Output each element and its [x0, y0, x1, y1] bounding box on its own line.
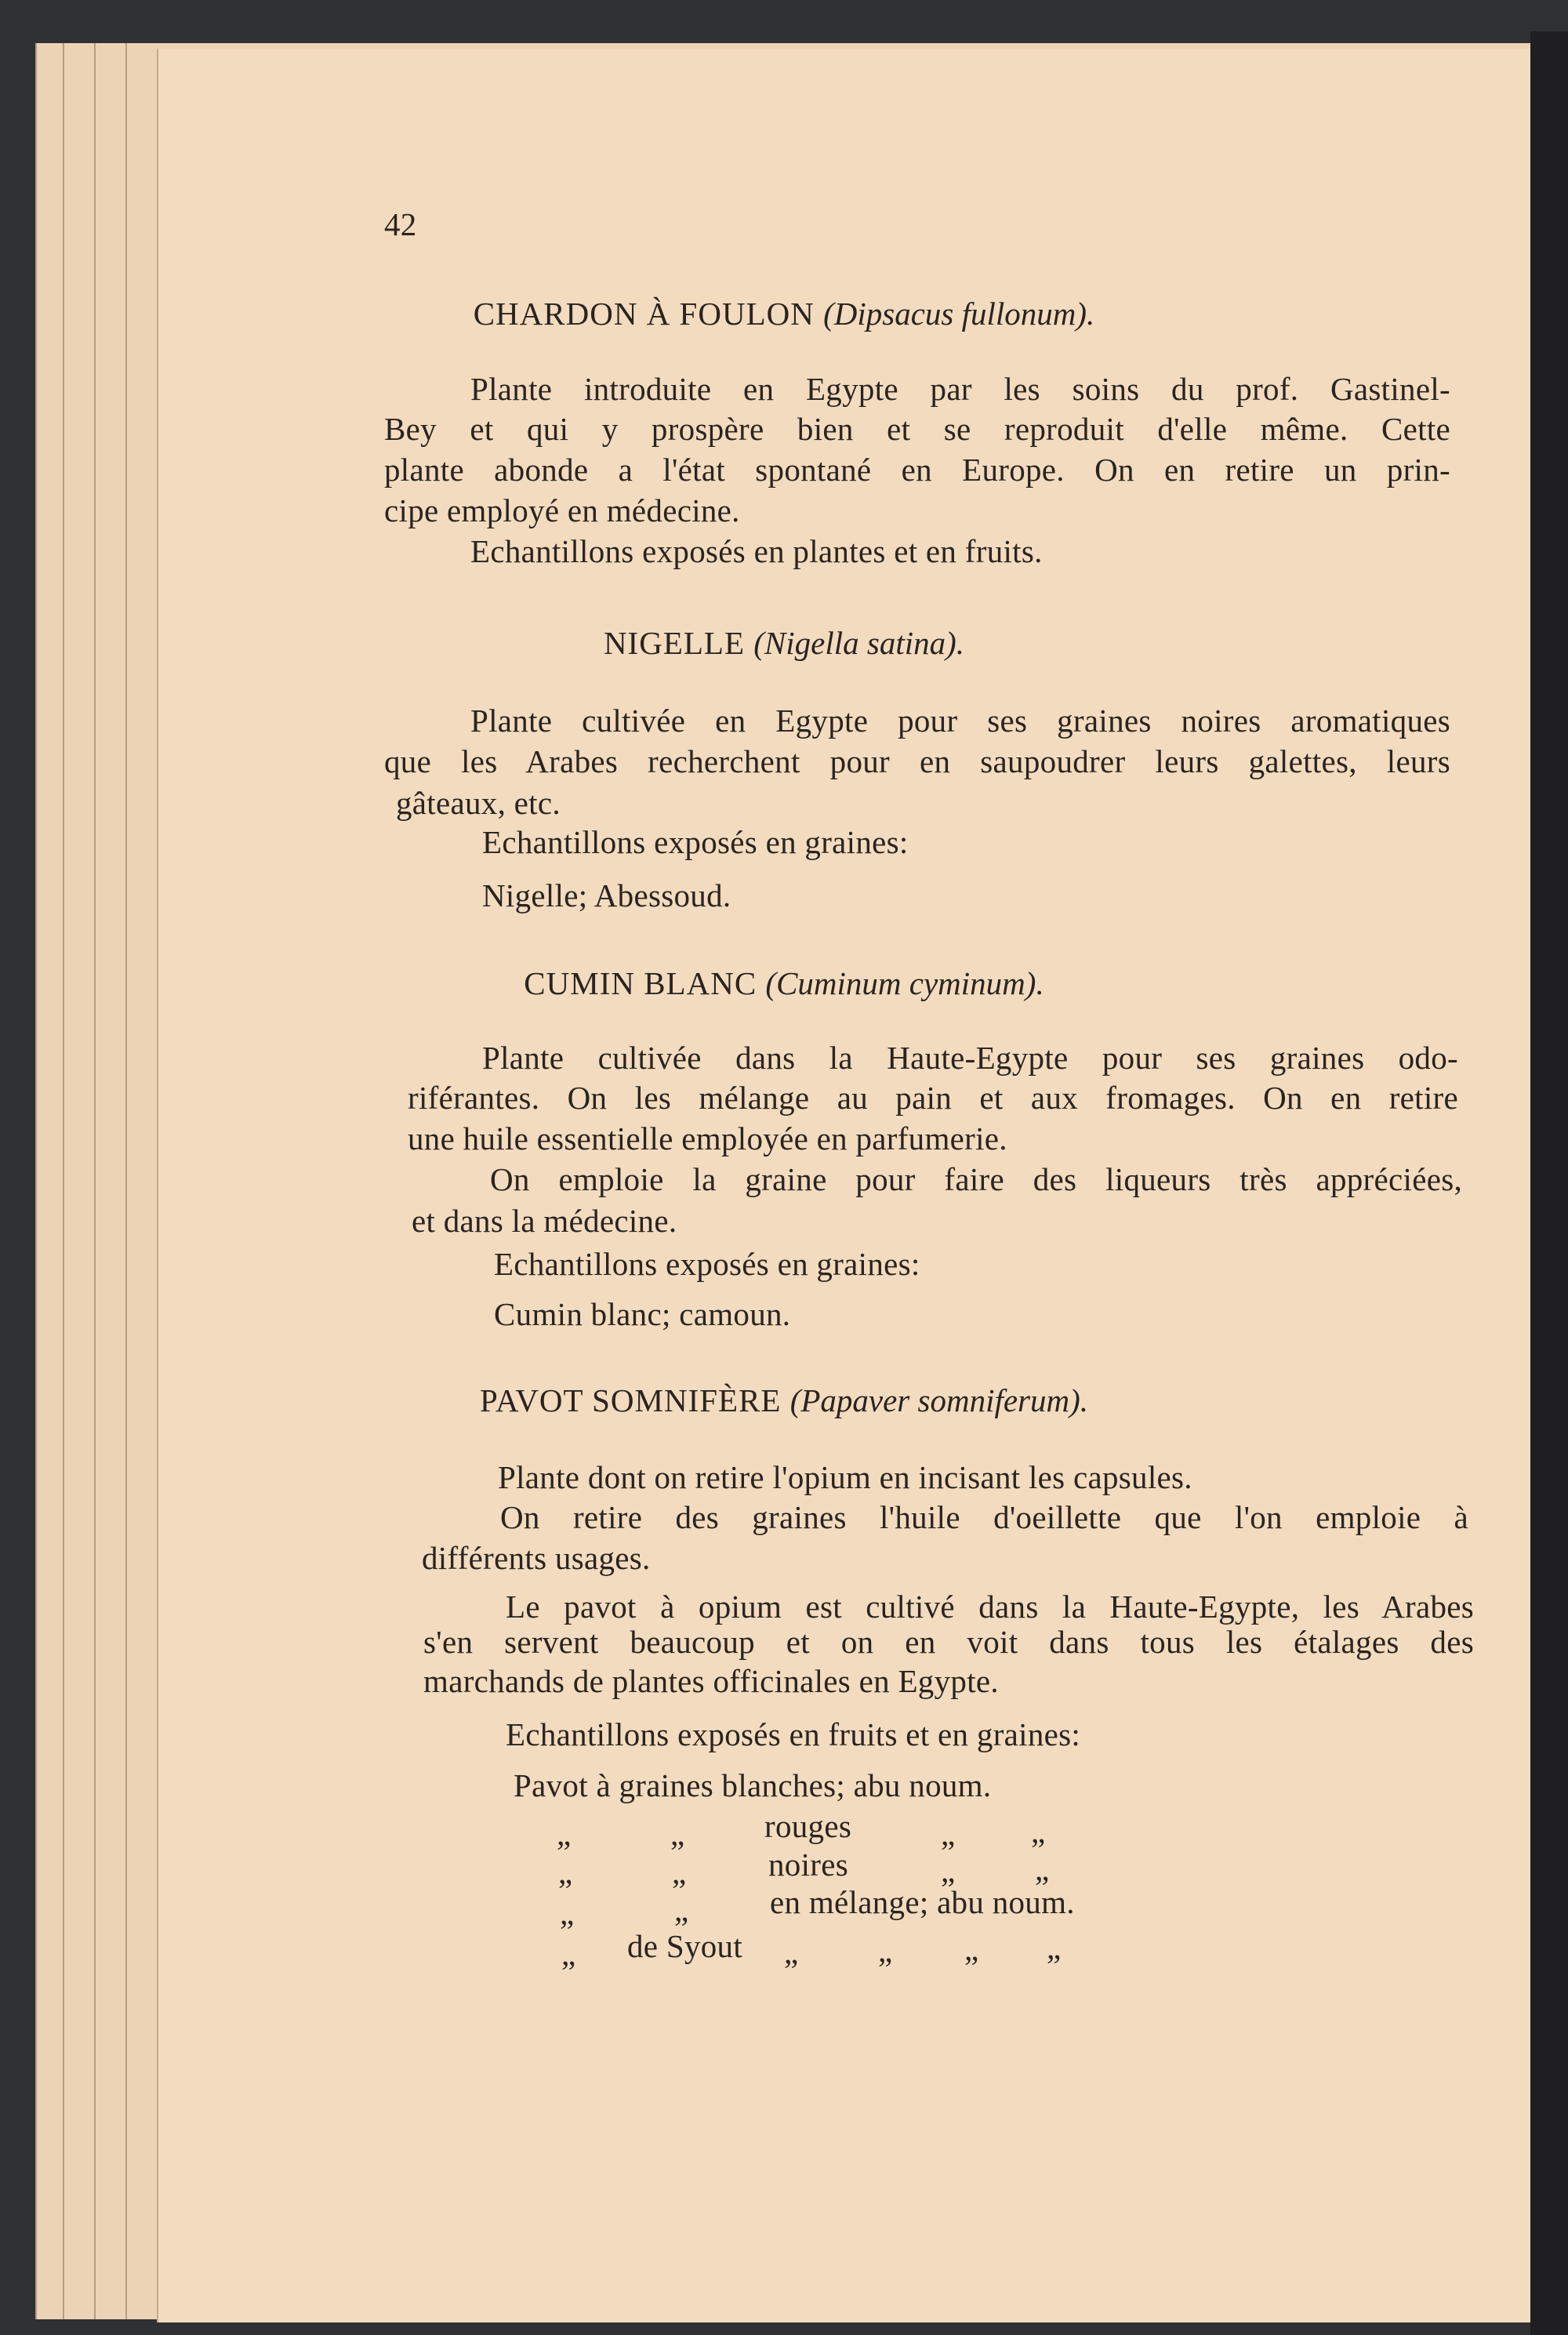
ditto-mark: „ — [784, 1934, 799, 1970]
text-line: On retire des graines l'huile d'oeillette que l'on emploie à — [500, 1499, 1468, 1535]
text-line: Plante cultivée dans la Haute-Egypte pour ses graines odo- — [482, 1040, 1458, 1076]
text-line: une huile essentielle employée en parfumerie. — [408, 1120, 1007, 1157]
text-line: Plante introduite en Egypte par les soins du prof. Gastinel- — [470, 371, 1450, 407]
heading-title: PAVOT SOMNIFÈRE — [479, 1382, 782, 1418]
list-item-text: en mélange; abu noum. — [770, 1884, 1075, 1920]
heading-latin: (Papaver somniferum). — [789, 1382, 1089, 1418]
heading-title: CHARDON À FOULON — [473, 296, 815, 332]
text-line: marchands de plantes officinales en Egypte. — [423, 1663, 999, 1699]
list-item-text: de Syout — [627, 1928, 743, 1964]
text-line: riférantes. On les mélange au pain et aux fromages. On en retire — [408, 1080, 1458, 1116]
text-line: Plante cultivée en Egypte pour ses graines noires aromatiques — [470, 703, 1450, 739]
section-heading — [0, 295, 1568, 332]
text-line: Cumin blanc; camoun. — [494, 1296, 791, 1332]
heading-latin: (Nigella satina). — [753, 625, 965, 661]
text-line: Plante dont on retire l'opium en incisant les capsules. — [498, 1459, 1192, 1495]
heading-title: NIGELLE — [603, 625, 746, 661]
ditto-mark: „ — [964, 1931, 979, 1967]
text-line: s'en servent beaucoup et on en voit dans tous les étalages des — [423, 1624, 1474, 1660]
text-line: plante abonde a l'état spontané en Europe. On en retire un prin- — [384, 452, 1450, 488]
heading-latin: (Dipsacus fullonum). — [823, 296, 1095, 332]
section-heading — [0, 624, 1568, 662]
text-line: Echantillons exposés en graines: — [482, 824, 909, 860]
ditto-mark: „ — [941, 1853, 956, 1889]
text-line: cipe employé en médecine. — [384, 492, 740, 528]
list-item-text: noires — [768, 1847, 848, 1883]
text-line: que les Arabes recherchent pour en saupoudrer leurs galettes, leurs — [384, 743, 1450, 779]
ditto-mark: „ — [560, 1895, 575, 1931]
text-line: Echantillons exposés en fruits et en graines: — [506, 1716, 1081, 1752]
text-line: Bey et qui y prospère bien et se reproduit d'elle même. Cette — [384, 411, 1450, 447]
ditto-mark: „ — [1031, 1814, 1046, 1850]
ditto-mark: „ — [1047, 1930, 1062, 1966]
text-line: gâteaux, etc. — [396, 785, 561, 821]
text-line: Pavot à graines blanches; abu noum. — [514, 1767, 992, 1803]
text-line: Nigelle; Abessoud. — [482, 877, 731, 913]
section-heading — [0, 964, 1568, 1002]
ditto-mark: „ — [674, 1892, 689, 1928]
ditto-mark: „ — [557, 1816, 572, 1852]
heading-latin: (Cuminum cyminum). — [765, 965, 1044, 1001]
text-line: différents usages. — [422, 1540, 651, 1576]
ditto-mark: „ — [1035, 1851, 1050, 1887]
section-heading — [0, 1382, 1568, 1419]
ditto-mark: „ — [672, 1854, 687, 1890]
ditto-mark: „ — [878, 1933, 893, 1969]
text-line: Echantillons exposés en graines: — [494, 1246, 920, 1282]
ditto-mark: „ — [561, 1936, 576, 1972]
text-line: On emploie la graine pour faire des liqueurs très appréciées, — [490, 1161, 1462, 1197]
text-line: et dans la médecine. — [412, 1203, 677, 1239]
text-line: Le pavot à opium est cultivé dans la Haute-Egypte, les Arabes — [506, 1589, 1474, 1625]
ditto-mark: „ — [558, 1854, 573, 1890]
scan-border — [1530, 31, 1568, 2335]
text-line: Echantillons exposés en plantes et en fruits. — [470, 533, 1043, 569]
ditto-mark: „ — [670, 1816, 685, 1852]
list-item-text: rouges — [764, 1808, 852, 1844]
ditto-mark: „ — [941, 1816, 956, 1852]
heading-title: CUMIN BLANC — [524, 965, 757, 1001]
page-number: 42 — [384, 206, 417, 242]
